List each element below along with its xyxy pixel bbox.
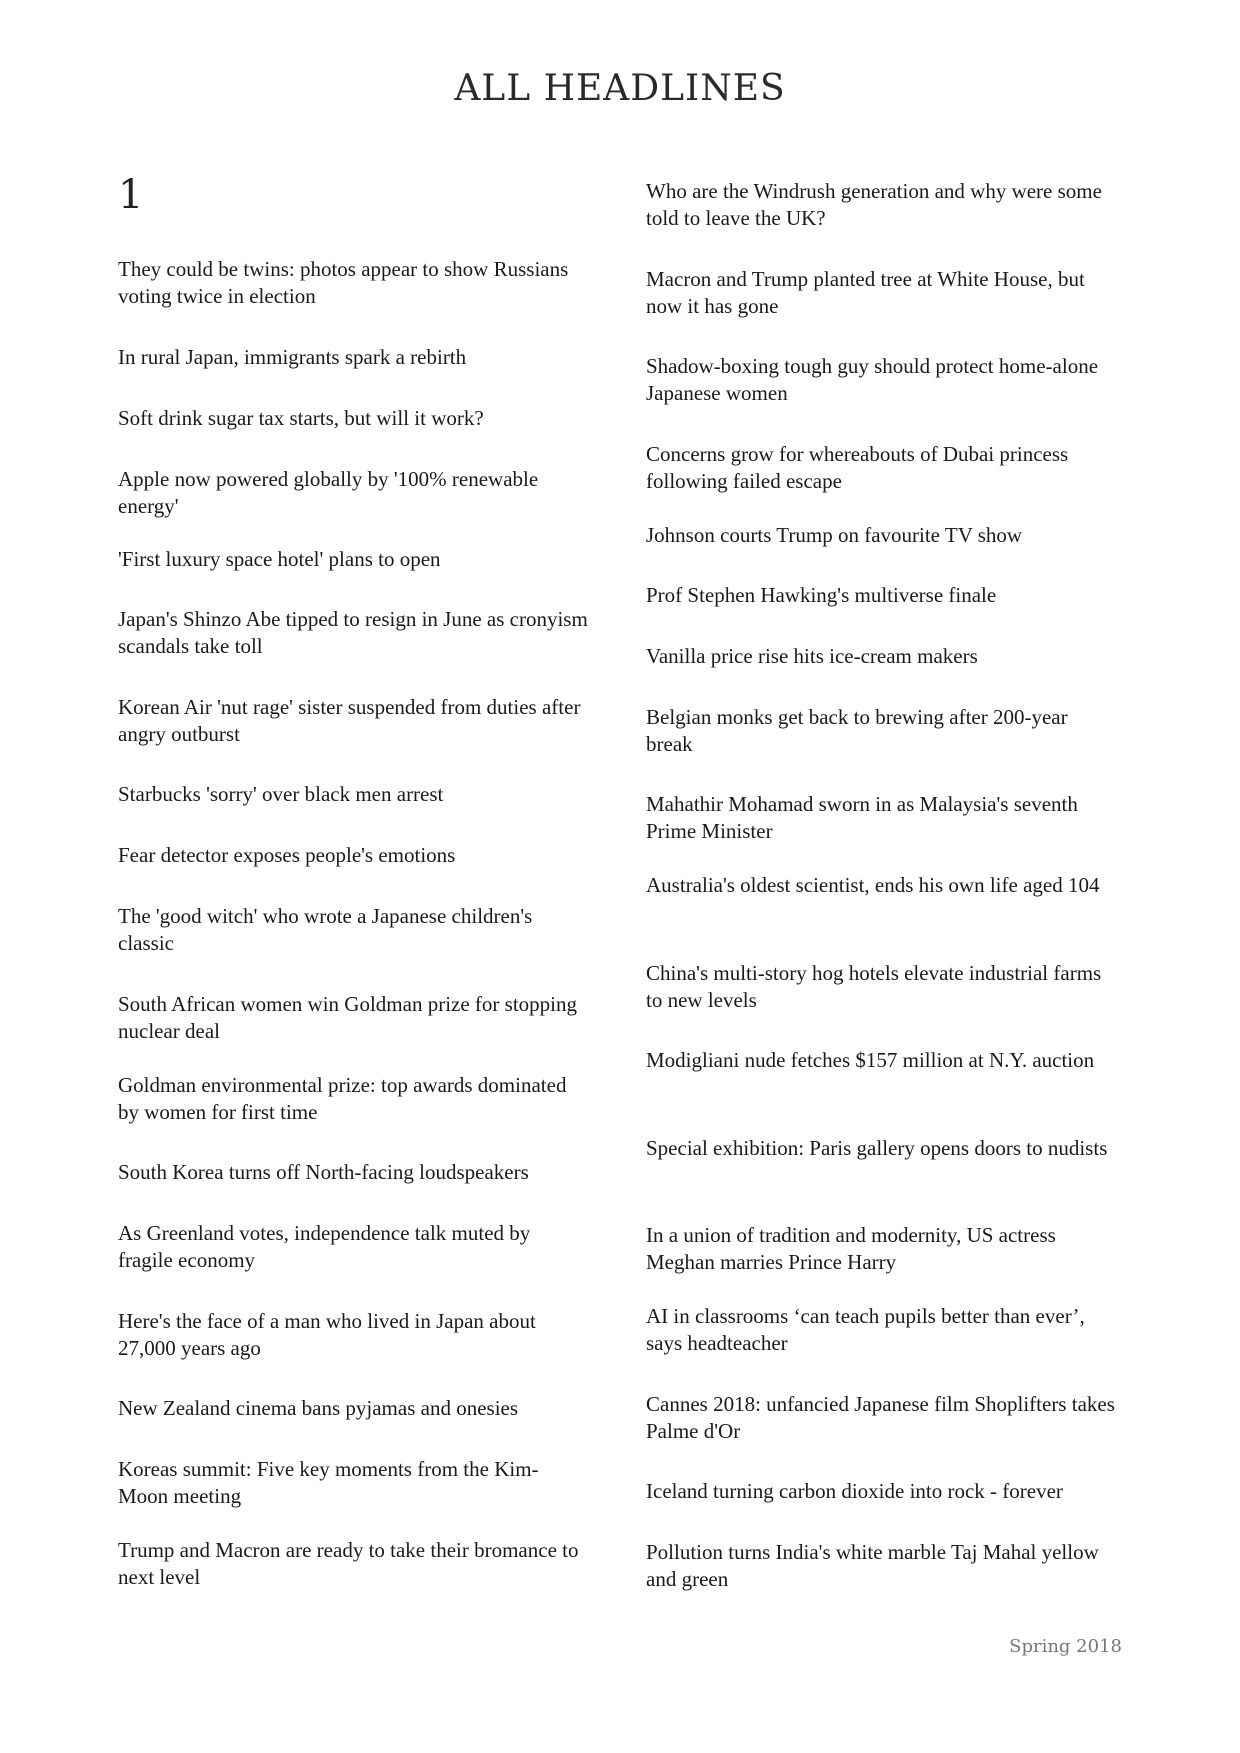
headline: The 'good witch' who wrote a Japanese children's classic bbox=[118, 904, 533, 955]
headline: Apple now powered globally by '100% renewable energy' bbox=[118, 467, 539, 518]
headline: Vanilla price rise hits ice-cream makers bbox=[646, 644, 978, 668]
headline: China's multi-story hog hotels elevate industrial farms to new levels bbox=[646, 961, 1102, 1012]
headline: In rural Japan, immigrants spark a rebirth bbox=[118, 345, 467, 369]
headline: South Korea turns off North-facing loudspeakers bbox=[118, 1160, 529, 1184]
headline: Korean Air 'nut rage' sister suspended from duties after angry outburst bbox=[118, 695, 581, 746]
headline: Mahathir Mohamad sworn in as Malaysia's seventh Prime Minister bbox=[646, 792, 1078, 843]
headline: Shadow-boxing tough guy should protect home-alone Japanese women bbox=[646, 354, 1099, 405]
headline: Soft drink sugar tax starts, but will it work? bbox=[118, 406, 484, 430]
footer-season: Spring 2018 bbox=[1009, 1636, 1122, 1657]
headline: Australia's oldest scientist, ends his own life aged 104 bbox=[646, 873, 1100, 897]
headline: Macron and Trump planted tree at White House, but now it has gone bbox=[646, 267, 1085, 318]
headline: Johnson courts Trump on favourite TV show bbox=[646, 523, 1023, 547]
section-number: 1 bbox=[118, 172, 144, 218]
headline: Japan's Shinzo Abe tipped to resign in June as cronyism scandals take toll bbox=[118, 607, 588, 658]
headline: Special exhibition: Paris gallery opens doors to nudists bbox=[646, 1136, 1108, 1160]
headline: Goldman environmental prize: top awards dominated by women for first time bbox=[118, 1073, 567, 1124]
page-title: ALL HEADLINES bbox=[454, 68, 786, 109]
headline: Belgian monks get back to brewing after 200-year break bbox=[646, 705, 1068, 756]
headline: Pollution turns India's white marble Taj Mahal yellow and green bbox=[646, 1540, 1099, 1591]
headline: Starbucks 'sorry' over black men arrest bbox=[118, 782, 444, 806]
headline: Prof Stephen Hawking's multiverse finale bbox=[646, 583, 997, 607]
headline: They could be twins: photos appear to show Russians voting twice in election bbox=[118, 257, 569, 308]
headline: New Zealand cinema bans pyjamas and onesies bbox=[118, 1396, 519, 1420]
headline: AI in classrooms ‘can teach pupils better than ever’, says headteacher bbox=[646, 1304, 1085, 1355]
headline: Who are the Windrush generation and why were some told to leave the UK? bbox=[646, 179, 1102, 230]
headline: Koreas summit: Five key moments from the Kim-Moon meeting bbox=[118, 1457, 539, 1508]
headline: South African women win Goldman prize for stopping nuclear deal bbox=[118, 992, 578, 1043]
headline: Trump and Macron are ready to take their bromance to next level bbox=[118, 1538, 579, 1589]
headline: In a union of tradition and modernity, US actress Meghan marries Prince Harry bbox=[646, 1223, 1056, 1274]
headline: Concerns grow for whereabouts of Dubai princess following failed escape bbox=[646, 442, 1069, 493]
headline: Cannes 2018: unfancied Japanese film Shoplifters takes Palme d'Or bbox=[646, 1392, 1115, 1443]
headline: Iceland turning carbon dioxide into rock - forever bbox=[646, 1479, 1063, 1503]
headline: Fear detector exposes people's emotions bbox=[118, 843, 456, 867]
headline: Here's the face of a man who lived in Japan about 27,000 years ago bbox=[118, 1309, 536, 1360]
headline: 'First luxury space hotel' plans to open bbox=[118, 547, 441, 571]
headline: Modigliani nude fetches $157 million at N.Y. auction bbox=[646, 1048, 1095, 1072]
headline: As Greenland votes, independence talk muted by fragile economy bbox=[118, 1221, 531, 1272]
